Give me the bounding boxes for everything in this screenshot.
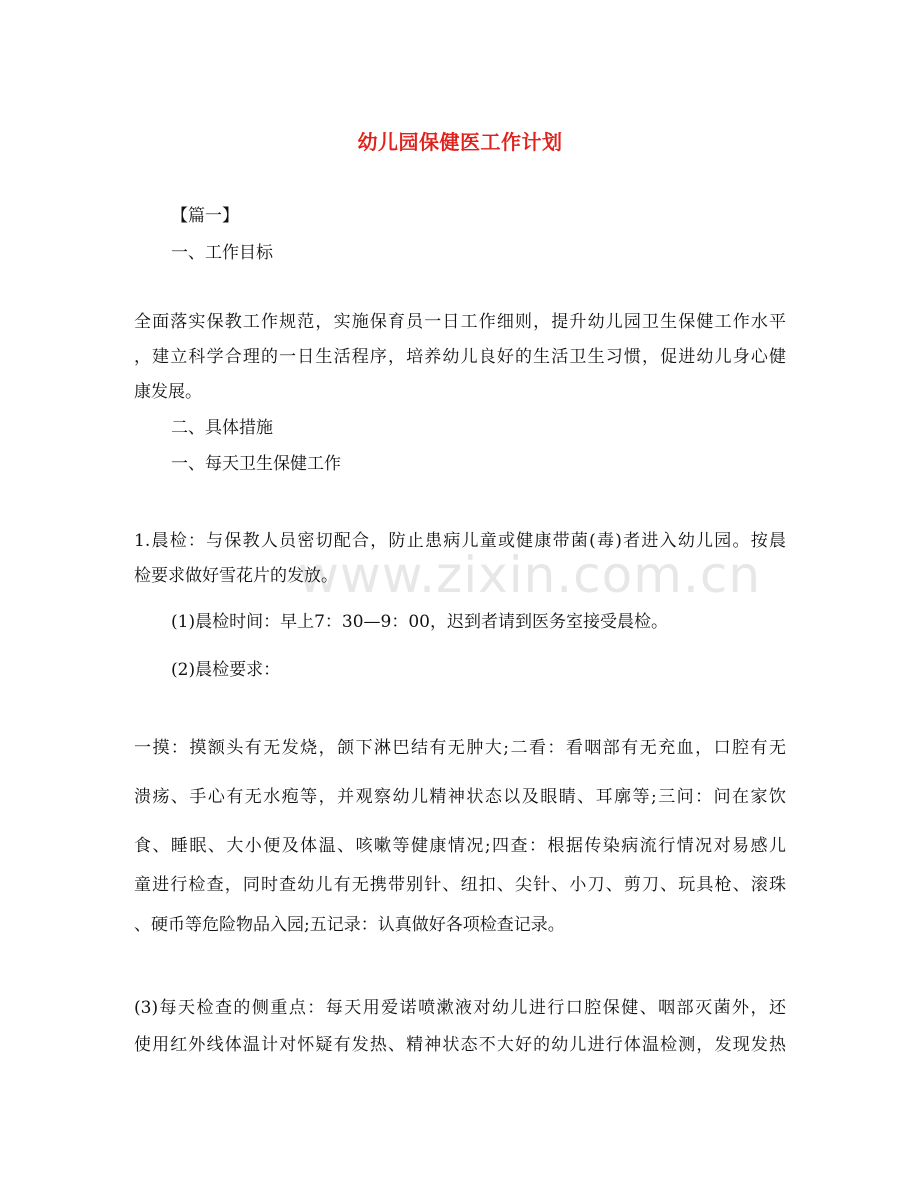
paragraph-line: 、硬币等危险物品入园;五记录：认真做好各项检查记录。 bbox=[134, 915, 565, 935]
subheading: 一、每天卫生保健工作 bbox=[171, 454, 341, 474]
paragraph-line: 检要求做好雪花片的发放。 bbox=[134, 566, 338, 586]
section-heading: 【篇一】 bbox=[171, 206, 239, 226]
paragraph-line: 全面落实保教工作规范，实施保育员一日工作细则，提升幼儿园卫生保健工作水平 bbox=[134, 312, 786, 332]
document-title: 幼儿园保健医工作计划 bbox=[357, 130, 563, 154]
paragraph-line: (1)晨检时间：早上7：30—9：00，迟到者请到医务室接受晨检。 bbox=[171, 612, 668, 632]
subheading: 一、工作目标 bbox=[171, 243, 273, 263]
paragraph-line: ，建立科学合理的一日生活程序，培养幼儿良好的生活卫生习惯，促进幼儿身心健 bbox=[134, 347, 786, 367]
watermark: www.zixin.com.cn bbox=[298, 546, 762, 604]
paragraph-line: (2)晨检要求： bbox=[171, 660, 281, 680]
paragraph-line: (3)每天检查的侧重点：每天用爱诺喷漱液对幼儿进行口腔保健、咽部灭菌外，还 bbox=[134, 998, 786, 1018]
paragraph-line: 童进行检查，同时查幼儿有无携带别针、纽扣、尖针、小刀、剪刀、玩具枪、滚珠 bbox=[134, 875, 786, 895]
subheading: 二、具体措施 bbox=[171, 418, 273, 438]
paragraph-line: 一摸：摸额头有无发烧，颌下淋巴结有无肿大;二看：看咽部有无充血，口腔有无 bbox=[134, 738, 786, 758]
paragraph-line: 食、睡眠、大小便及体温、咳嗽等健康情况;四查：根据传染病流行情况对易感儿 bbox=[134, 836, 786, 856]
paragraph-line: 康发展。 bbox=[134, 382, 202, 402]
paragraph-line: 使用红外线体温计对怀疑有发热、精神状态不大好的幼儿进行体温检测，发现发热 bbox=[134, 1035, 786, 1055]
paragraph-line: 溃疡、手心有无水疱等，并观察幼儿精神状态以及眼睛、耳廓等;三问：问在家饮 bbox=[134, 787, 786, 807]
paragraph-line: 1.晨检：与保教人员密切配合，防止患病儿童或健康带菌(毒)者进入幼儿园。按晨 bbox=[134, 531, 786, 551]
